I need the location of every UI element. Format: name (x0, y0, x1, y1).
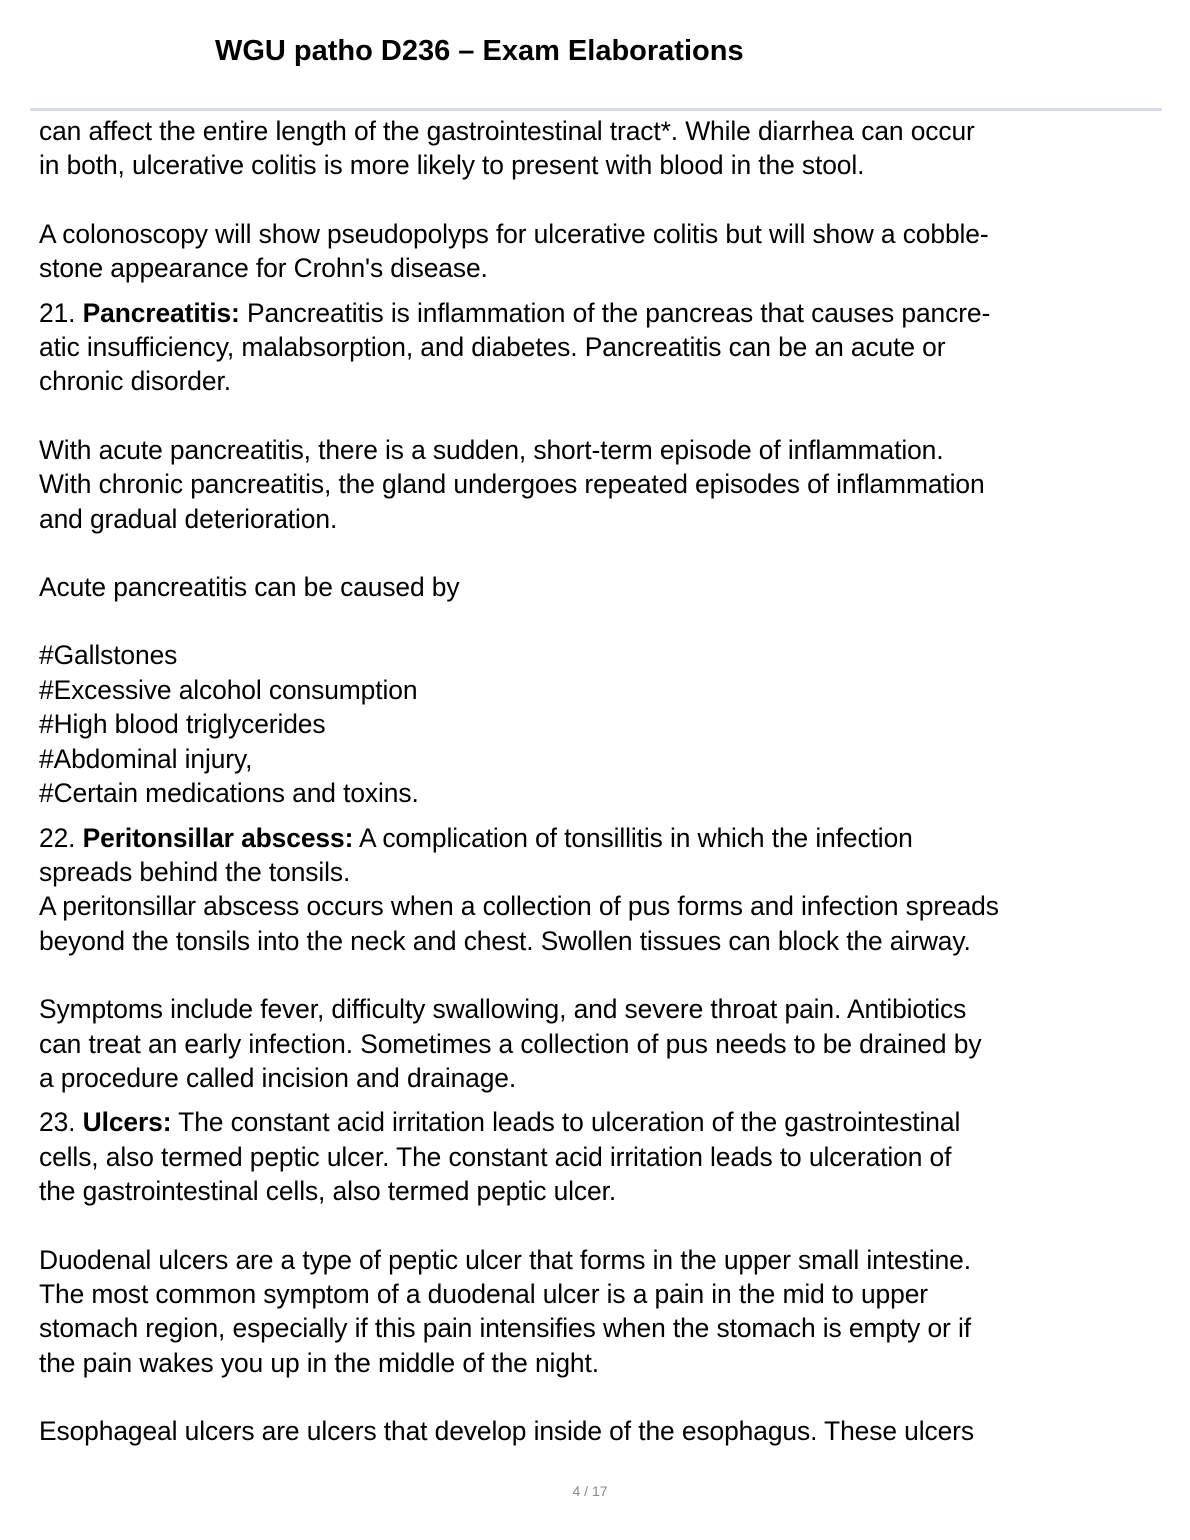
item-term: Pancreatitis: (82, 297, 240, 328)
paragraph-continuation (39, 114, 1159, 183)
item-term: Peritonsillar abscess: (82, 822, 354, 853)
item-21-pancreatitis (39, 296, 1159, 399)
item-number: 23. (39, 1107, 76, 1138)
text-line: A complication of tonsillitis in which the infection (359, 822, 913, 853)
text-line: chronic disorder. (39, 366, 231, 397)
text-line: in both, ulcerative colitis is more likely to present with blood in the stool. (39, 150, 865, 181)
paragraph-duodenal (39, 1243, 1159, 1381)
item-number: 22. (39, 822, 76, 853)
text-line: a procedure called incision and drainage. (39, 1062, 517, 1093)
list-item: #Abdominal injury, (39, 743, 253, 774)
text-line: A peritonsillar abscess occurs when a collection of pus forms and infection spreads (39, 891, 999, 922)
text-line: With acute pancreatitis, there is a sudden, short-term episode of inflammation. (39, 434, 944, 465)
text-line: A colonoscopy will show pseudopolyps for ulcerative colitis but will show a cobble- (39, 218, 989, 249)
text-line: the pain wakes you up in the middle of the night. (39, 1347, 599, 1378)
item-gap (39, 811, 1159, 821)
item-gap (39, 286, 1159, 296)
list-item: #Gallstones (39, 640, 178, 671)
paragraph-gap (39, 958, 1159, 992)
text-line: the gastrointestinal cells, also termed peptic ulcer. (39, 1176, 617, 1207)
text-line: can affect the entire length of the gastrointestinal tract*. While diarrhea can occur (39, 116, 975, 146)
paragraph-gap (39, 1209, 1159, 1243)
paragraph-symptoms (39, 992, 1159, 1095)
paragraph-gap (39, 1380, 1159, 1414)
causes-intro: Acute pancreatitis can be caused by (39, 572, 460, 603)
paragraph-gap (39, 399, 1159, 433)
paragraph-gap (39, 604, 1159, 638)
header-divider (30, 108, 1162, 111)
text-line: atic insufficiency, malabsorption, and diabetes. Pancreatitis can be an acute or (39, 332, 946, 363)
text-line: stone appearance for Crohn's disease. (39, 253, 488, 284)
text-line: Pancreatitis is inflammation of the pancreas that causes pancre- (246, 297, 991, 328)
paragraph-gap (39, 183, 1159, 217)
text-line: Symptoms include fever, difficulty swallowing, and severe throat pain. Antibiotics (39, 994, 967, 1025)
document-body (39, 114, 1159, 1449)
text-line: spreads behind the tonsils. (39, 856, 351, 887)
item-gap (39, 1095, 1159, 1105)
text-line: beyond the tonsils into the neck and chest. Swollen tissues can block the airway. (39, 925, 971, 956)
text-line: cells, also termed peptic ulcer. The constant acid irritation leads to ulceration of (39, 1141, 952, 1172)
text-line: Esophageal ulcers are ulcers that develop inside of the esophagus. These ulcers (39, 1416, 974, 1447)
paragraph-acute-chronic (39, 433, 1159, 536)
paragraph-colonoscopy (39, 217, 1159, 286)
text-line: and gradual deterioration. (39, 503, 338, 534)
list-item: #Excessive alcohol consumption (39, 674, 418, 705)
text-line: stomach region, especially if this pain intensifies when the stomach is empty or if (39, 1313, 971, 1344)
page-title: WGU patho D236 – Exam Elaborations (215, 35, 744, 67)
text-line: The most common symptom of a duodenal ulcer is a pain in the mid to upper (39, 1278, 928, 1309)
list-item: #Certain medications and toxins. (39, 778, 419, 809)
paragraph-gap (39, 536, 1159, 570)
text-line: Duodenal ulcers are a type of peptic ulcer that forms in the upper small intestine. (39, 1244, 971, 1275)
text-line: The constant acid irritation leads to ulceration of the gastrointestinal (178, 1107, 961, 1138)
page-number: 4 / 17 (572, 1483, 608, 1499)
item-23-ulcers (39, 1105, 1159, 1208)
item-term: Ulcers: (82, 1107, 172, 1138)
list-item: #High blood triglycerides (39, 709, 326, 740)
text-line: can treat an early infection. Sometimes a collection of pus needs to be drained by (39, 1028, 982, 1059)
paragraph-esophageal (39, 1414, 1159, 1448)
text-line: With chronic pancreatitis, the gland undergoes repeated episodes of inflammation (39, 469, 985, 500)
item-22-peritonsillar-abscess (39, 821, 1159, 959)
item-number: 21. (39, 297, 76, 328)
causes-list (39, 638, 1159, 810)
